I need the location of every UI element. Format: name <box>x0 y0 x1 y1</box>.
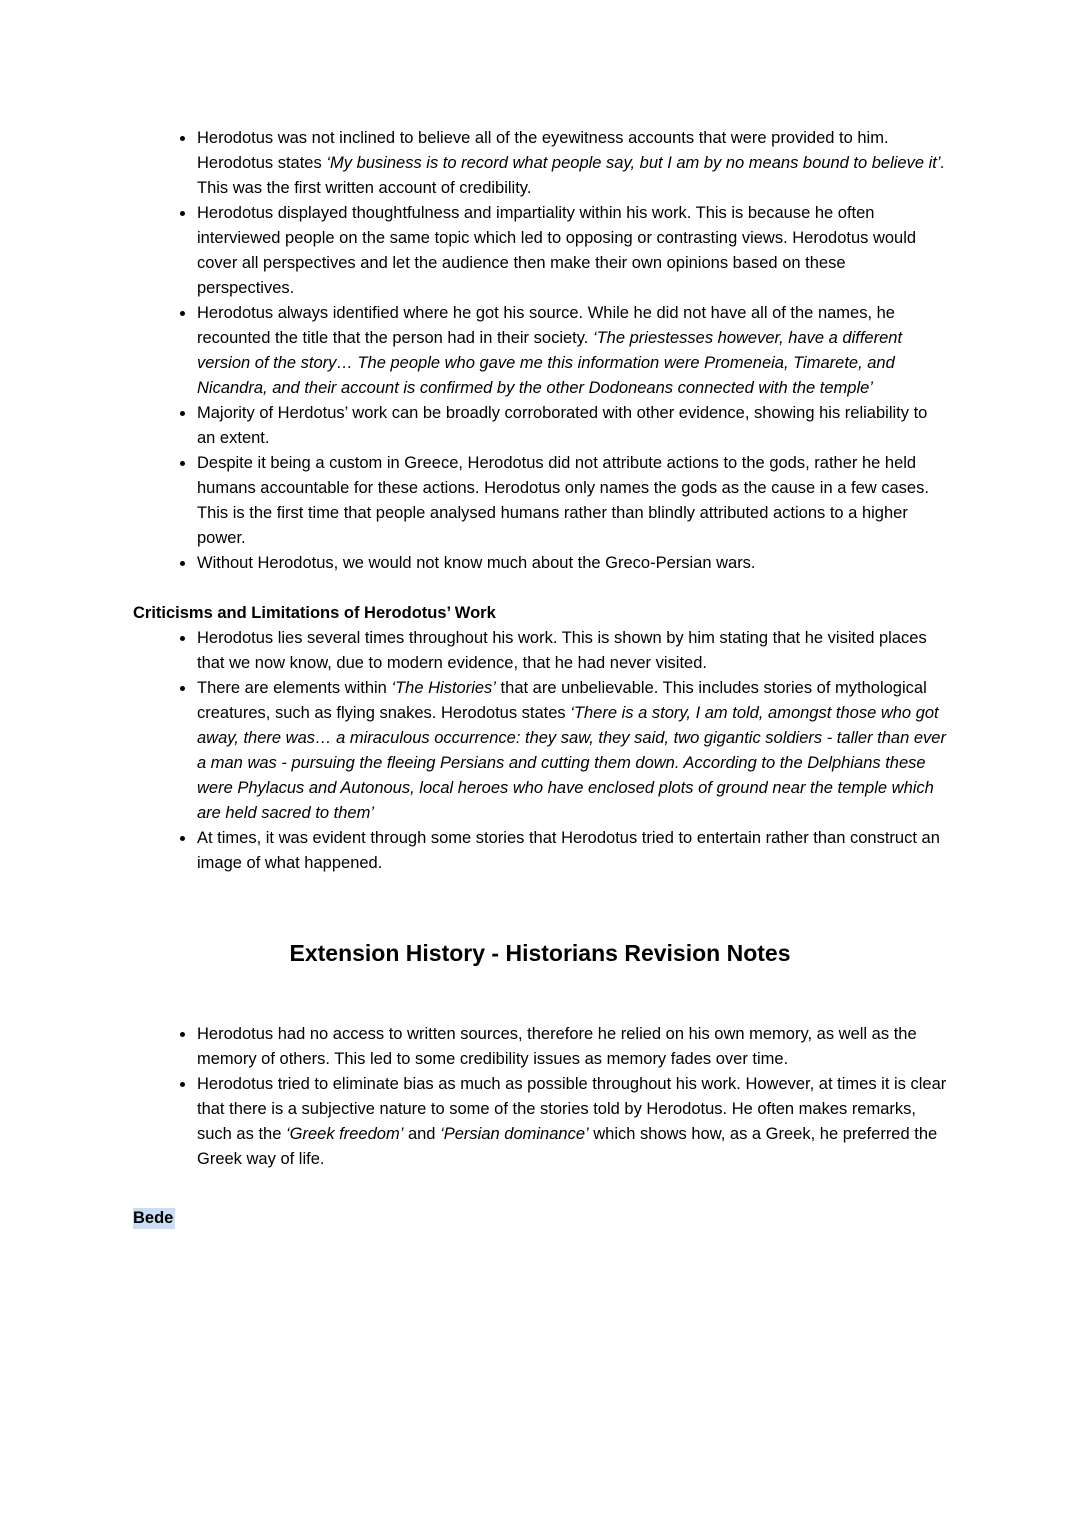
criticisms-section-heading: Criticisms and Limitations of Herodotus’ Work <box>133 604 496 622</box>
list-item <box>196 1072 947 1172</box>
list-item <box>196 301 947 401</box>
list-item <box>196 826 947 876</box>
text-run: that are unbelievable. This includes stories of mythological creatures, such as flying snakes. Herodotus states <box>197 679 927 722</box>
text-run: Herodotus lies several times throughout his work. This is shown by him stating that he visited places that we now know, due to modern evidence, that he had never visited. <box>197 629 927 672</box>
text-run: Herodotus was not inclined to believe all of the eyewitness accounts that were provided to him. Herodotus states <box>197 129 889 172</box>
list-item <box>196 451 947 551</box>
text-run-italic: ‘Greek freedom’ <box>285 1125 404 1143</box>
text-run-italic: ‘My business is to record what people say, but I am by no means bound to believe it’. <box>326 154 946 172</box>
list-item <box>196 401 947 451</box>
text-run: Without Herodotus, we would not know much about the Greco-Persian wars. <box>197 554 756 572</box>
revision-notes-list <box>133 1022 947 1172</box>
list-item <box>196 126 947 201</box>
text-run: This was the first written account of credibility. <box>197 179 532 197</box>
text-run: Herodotus tried to eliminate bias as much as possible throughout his work. However, at times it is clear that there is a subjective nature to some of the stories told by Herodotus. He often makes remarks, such as the <box>197 1075 947 1143</box>
page-title: Extension History - Historians Revision Notes <box>289 940 791 966</box>
list-item <box>196 551 947 576</box>
text-run: Herodotus displayed thoughtfulness and impartiality within his work. This is because he often interviewed people on the same topic which led to opposing or contrasting views. Herodotus would cover all perspectives and let the audience then make their own opinions based on these perspectives. <box>197 204 917 297</box>
highlighted-text: Bede <box>133 1209 174 1227</box>
text-run: Majority of Herdotus’ work can be broadly corroborated with other evidence, showing his reliability to an extent. <box>197 404 928 447</box>
list-item <box>196 1022 947 1072</box>
text-run: There are elements within <box>197 679 392 697</box>
text-run-italic: ‘Persian dominance’ <box>440 1125 589 1143</box>
text-run-italic: ‘There is a story, I am told, amongst those who got away, there was… a miraculous occurrence: they saw, they said, two gigantic soldiers - taller than ever a man was - pursuing the fleeing Persians and cutting them down. According to the Delphians these were Phylacus and Autonous, local heroes who have enclosed plots of ground near the temple which are held sacred to them’ <box>197 704 946 822</box>
text-run: which shows how, as a Greek, he preferred the Greek way of life. <box>197 1125 938 1168</box>
bede-section-heading <box>133 1206 947 1231</box>
text-run-italic: ‘The Histories’ <box>391 679 496 697</box>
criticisms-list <box>133 626 947 876</box>
text-run: and <box>403 1125 441 1143</box>
document-body <box>133 126 947 1231</box>
list-item <box>196 676 947 826</box>
text-run: Despite it being a custom in Greece, Herodotus did not attribute actions to the gods, rather he held humans accountable for these actions. Herodotus only names the gods as the cause in a few cases. This is the first time that people analysed humans rather than blindly attributed actions to a higher power. <box>197 454 929 547</box>
herodotus-strengths-list <box>133 126 947 576</box>
text-run: Herodotus always identified where he got his source. While he did not have all of the names, he recounted the title that the person had in their society. <box>197 304 895 347</box>
list-item <box>196 626 947 676</box>
text-run: Herodotus had no access to written sources, therefore he relied on his own memory, as well as the memory of others. This led to some credibility issues as memory fades over time. <box>197 1025 917 1068</box>
list-item <box>196 201 947 301</box>
text-run-italic: ‘The priestesses however, have a different version of the story… The people who gave me this information were Promeneia, Timarete, and Nicandra, and their account is confirmed by the other Dodoneans connected with the temple’ <box>197 329 903 397</box>
text-run: At times, it was evident through some stories that Herodotus tried to entertain rather than construct an image of what happened. <box>197 829 940 872</box>
